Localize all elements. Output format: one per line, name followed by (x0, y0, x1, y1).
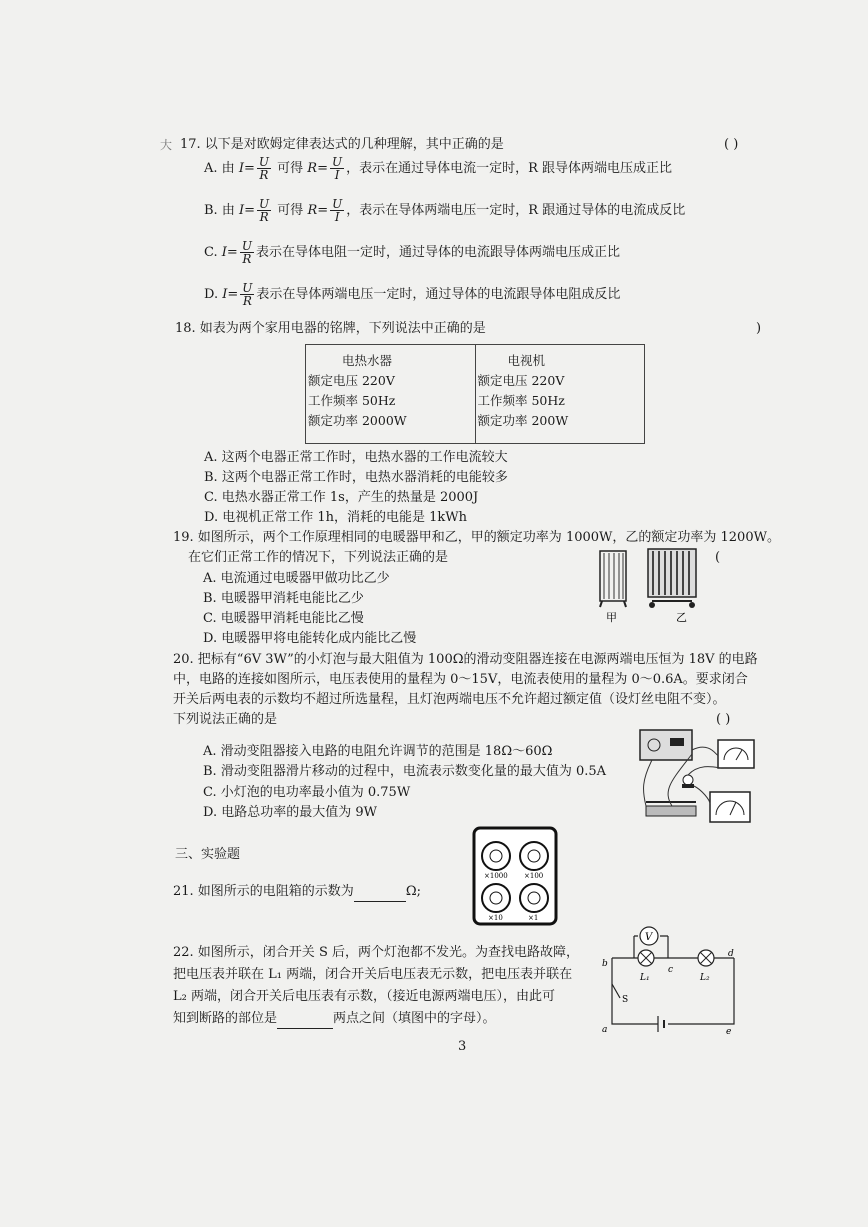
power-supply-icon (640, 730, 692, 760)
dial-label-x10: ×10 (488, 914, 503, 922)
lamp-l2-symbol (698, 950, 714, 966)
q20-option-d: D. 电路总功率的最大值为 9W (203, 805, 377, 820)
margin-mark: 大 (160, 138, 173, 152)
nameplate-water-heater: 电热水器 额定电压 220V 工作频率 50Hz 额定功率 2000W (306, 345, 476, 444)
q19-option-d: D. 电暖器甲将电能转化成内能比乙慢 (203, 631, 417, 646)
q20-stem-line2: 中，电路的连接如图所示，电压表使用的量程为 0～15V，电流表使用的量程为 0～0.6A。要求闭合 (173, 672, 748, 687)
voltmeter-symbol (640, 927, 658, 945)
node-a-label: a (602, 1025, 608, 1035)
node-e-label: e (726, 1027, 732, 1036)
dial-label-x1: ×1 (528, 914, 539, 922)
q22-circuit-diagram (596, 920, 746, 1036)
heater-yi-icon (648, 549, 696, 608)
q18-option-d: D. 电视机正常工作 1h，消耗的电能是 1kWh (204, 510, 468, 525)
q18-option-a: A. 这两个电器正常工作时，电热水器的工作电流较大 (204, 450, 508, 465)
l1-label: L₁ (640, 973, 650, 983)
q22-line2: 把电压表并联在 L₁ 两端，闭合开关后电压表无示数，把电压表并联在 (173, 967, 573, 982)
q20-option-b: B. 滑动变阻器滑片移动的过程中，电流表示数变化量的最大值为 0.5A (203, 764, 607, 779)
heater-jia-icon (600, 551, 626, 607)
l2-label: L₂ (700, 973, 710, 983)
q22-line3: L₂ 两端，闭合开关后电压表有示数，（接近电源两端电压），由此可 (173, 989, 555, 1004)
q17-option-a: A. 由 I= $\frac{U}{R}$ 可得 R= $\frac{U}{I}$ ，表示在通过导体电流一定时，R 跟导体两端电压成正比 (204, 155, 673, 182)
q19-stem-line2: 在它们正常工作的情况下，下列说法正确的是 (188, 550, 449, 565)
q19-stem-line1: 19. 如图所示，两个工作原理相同的电暖器甲和乙，甲的额定功率为 1000W，乙的额定功率为 1200W。 (173, 530, 780, 545)
bulb-icon (682, 775, 694, 788)
dial-x1-icon (520, 884, 548, 912)
resistance-box-figure (472, 826, 558, 926)
q21-answer-blank (354, 883, 406, 902)
dial-x10-icon (482, 884, 510, 912)
q20-stem-line4: 下列说法正确的是 (173, 712, 278, 727)
q17-answer-bracket: ( ) (724, 137, 739, 152)
switch-s-label: S (622, 995, 629, 1005)
node-d-label: d (728, 949, 734, 959)
q19-option-a: A. 电流通过电暖器甲做功比乙少 (203, 571, 390, 586)
q17-stem: 17. 以下是对欧姆定律表达式的几种理解，其中正确的是 (180, 137, 504, 152)
node-b-label: b (602, 959, 608, 969)
dial-x100-icon (520, 842, 548, 870)
q20-answer-bracket: ( ) (716, 712, 731, 727)
q20-stem-line1: 20. 把标有“6V 3W”的小灯泡与最大阻值为 100Ω的滑动变阻器连接在电源两端电压恒为 18V 的电路 (173, 652, 758, 667)
q18-stem: 18. 如表为两个家用电器的铭牌，下列说法中正确的是 (175, 321, 486, 336)
q21-stem: 21. 如图所示的电阻箱的示数为 Ω; (173, 883, 421, 902)
ammeter-icon (710, 792, 750, 822)
q19-option-b: B. 电暖器甲消耗电能比乙少 (203, 591, 364, 606)
heaters-figure (590, 545, 710, 625)
q22-line4: 知到断路的部位是 两点之间（填图中的字母）。 (173, 1010, 496, 1029)
node-c-label: c (668, 965, 674, 975)
q22-answer-blank (277, 1010, 333, 1029)
q20-option-c: C. 小灯泡的电功率最小值为 0.75W (203, 785, 411, 800)
section-title: 三、实验题 (175, 847, 241, 862)
dial-label-x100: ×100 (524, 872, 544, 880)
q20-circuit-apparatus (632, 720, 762, 830)
fig-label-yi: 乙 (676, 611, 687, 624)
q19-option-c: C. 电暖器甲消耗电能比乙慢 (203, 611, 364, 626)
q17-option-b: B. 由 I= $\frac{U}{R}$ 可得 R= $\frac{U}{I}$ ，表示在导体两端电压一定时，R 跟通过导体的电流成反比 (204, 197, 686, 224)
voltmeter-icon (718, 740, 754, 768)
nameplate-tv: 电视机 额定电压 220V 工作频率 50Hz 额定功率 200W (475, 345, 645, 444)
nameplate-table (305, 344, 645, 444)
q19-answer-bracket: ( (715, 550, 721, 565)
dial-x1000-icon (482, 842, 510, 870)
dial-label-x1000: ×1000 (484, 872, 508, 880)
q17-option-c: C. I= $\frac{U}{R}$ 表示在导体电阻一定时，通过导体的电流跟导体两端电压成正比 (204, 239, 620, 266)
q17-option-d: D. I= $\frac{U}{R}$ 表示在导体两端电压一定时，通过导体的电流跟导体电阻成反比 (204, 281, 621, 308)
q20-option-a: A. 滑动变阻器接入电路的电阻允许调节的范围是 18Ω～60Ω (203, 744, 553, 759)
q20-stem-line3: 开关后两电表的示数均不超过所选量程，且灯泡两端电压不允许超过额定值（设灯丝电阻不变）。 (173, 692, 726, 707)
q18-option-b: B. 这两个电器正常工作时，电热水器消耗的电能较多 (204, 470, 508, 485)
fig-label-jia: 甲 (606, 611, 617, 624)
svg-text:V: V (645, 932, 653, 943)
q22-line1: 22. 如图所示，闭合开关 S 后，两个灯泡都不发光。为查找电路故障， (173, 945, 579, 960)
page-number: 3 (458, 1039, 467, 1054)
q18-option-c: C. 电热水器正常工作 1s，产生的热量是 2000J (204, 490, 479, 505)
lamp-l1-symbol (638, 950, 654, 966)
q18-answer-bracket: ) (756, 321, 762, 336)
